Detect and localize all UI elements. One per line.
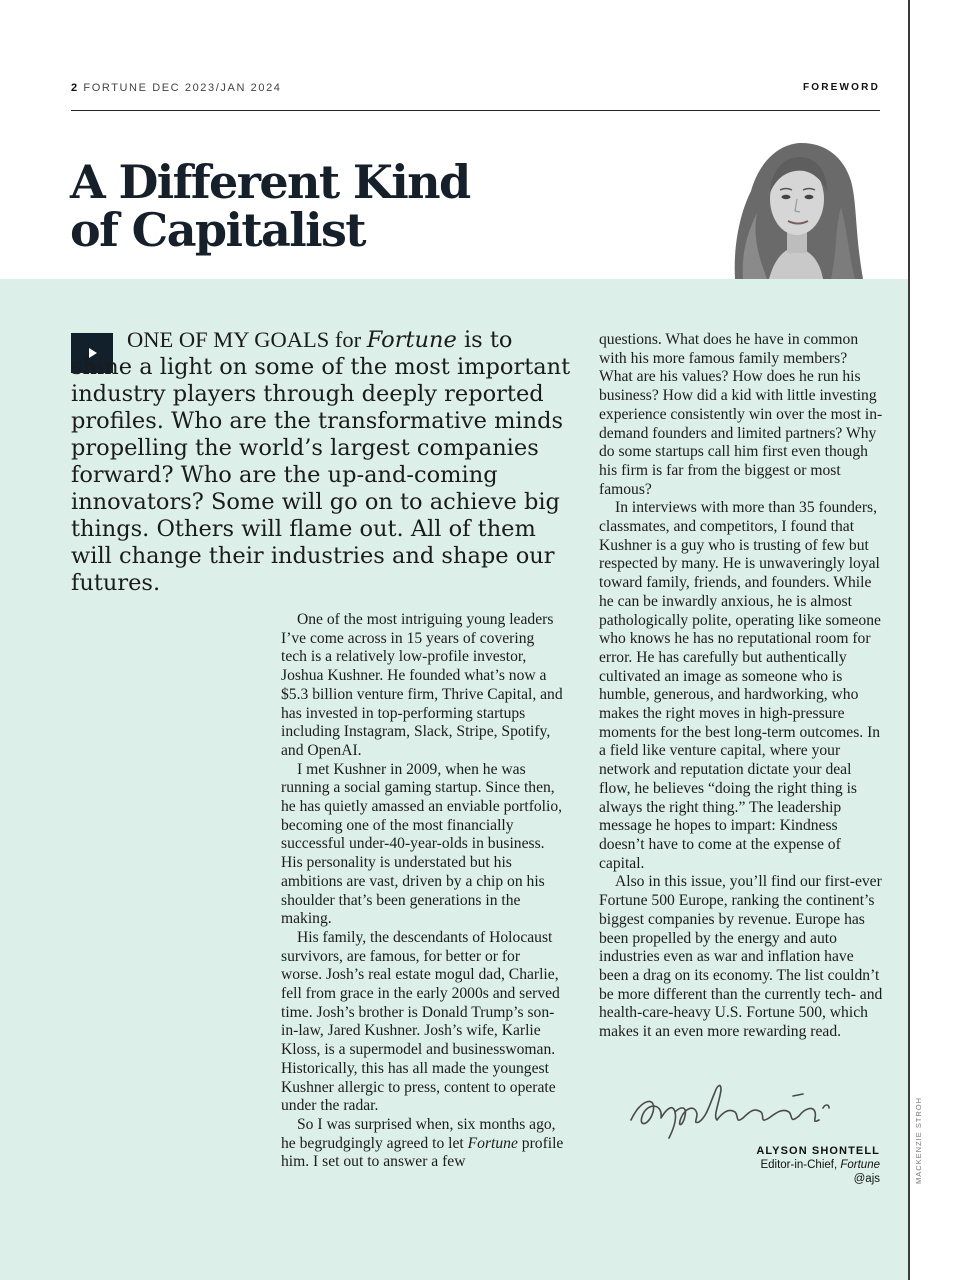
body-paragraph-5: In interviews with more than 35 founders, classmates, and competitors, I found that Kushner is a guy who is trusting of few but respected by many. He is unwaveringly loyal toward family, friends, and founders. While he can be inwardly anxious, he is almost pathologically polite, operating like someone who knows he has no reputational room for error. He has carefully but authentically cultivated an image as someone who is humble, generous, and hardworking, who makes the right moves in high-pressure moments for the best long-term outcomes. In a field like venture capital, where your network and reputation dictate your deal flow, he believes “doing the right thing is always the right thing.” The leadership message he hopes to impart: Kindness doesn’t have to come at the expense of capital. xyxy=(599,499,881,872)
headline-line-1: A Different Kind xyxy=(70,155,470,209)
body-paragraph-4-end: profile him. I set out to answer a few xyxy=(281,1134,564,1171)
author-title-prefix: Editor-in-Chief, xyxy=(760,1159,841,1171)
headline xyxy=(70,155,470,257)
body-paragraph-3: His family, the descendants of Holocaust survivors, are famous, for better or for worse. Josh’s real estate mogul dad, Charlie, fell from grace in the early 2000s and served time. Josh’s brother is Donald Trump’s son-in-law, Jared Kushner. Josh’s wife, Karlie Kloss, is a supermodel and businesswoman. Historically, this has all made the youngest Kushner allergic to press, content to operate under the radar. xyxy=(281,928,560,1115)
lede-lead-in: ONE OF MY GOALS for xyxy=(127,327,367,352)
header-rule xyxy=(71,110,880,111)
author-title-italic: Fortune xyxy=(840,1159,880,1171)
body-paragraph-4 xyxy=(281,1116,564,1172)
photo-credit: MACKENZIE STROH xyxy=(914,1096,923,1184)
body-paragraph-4-start: So I was surprised when, six months ago, he begrudgingly agreed to let xyxy=(281,1115,556,1152)
author-handle: @ajs xyxy=(853,1173,880,1185)
author-title xyxy=(760,1159,880,1171)
body-column-left xyxy=(281,611,564,1172)
lede-text: is to shine a light on some of the most important industry players through deeply reported profiles. Who are the transformative minds propelling the world’s largest companies forward? Who are the up-and-coming innovators? Some will go on to achieve big things. Others will flame out. All of them will change their industries and shape our futures. xyxy=(71,327,571,596)
section-label: FOREWORD xyxy=(802,82,880,93)
lede-paragraph xyxy=(71,326,571,597)
body-paragraph-4-continued: questions. What does he have in common with his more famous family members? What are his values? How does he run his business? How did a kid with little investing experience consistently win over the most in-demand founders and limited partners? Why do some startups call him first even though his firm is far from the biggest or most famous? xyxy=(599,331,883,498)
photo-credit-box xyxy=(914,1098,928,1188)
author-name: ALYSON SHONTELL xyxy=(756,1145,880,1157)
page-edge-rule xyxy=(908,0,910,1280)
page-number: 2 xyxy=(71,82,79,94)
folio xyxy=(71,82,282,94)
body-paragraph-4-italic: Fortune xyxy=(467,1134,518,1152)
lede-italic-title: Fortune xyxy=(366,327,457,353)
body-paragraph-2: I met Kushner in 2009, when he was running a social gaming startup. Since then, he has quietly amassed an enviable portfolio, becoming one of the most financially successful under-40-year-olds in business. His personality is understated but his ambitions are vast, driven by a chip on his shoulder that’s been generations in the making. xyxy=(281,760,563,928)
headline-line-2: of Capitalist xyxy=(70,203,365,257)
publication-line: FORTUNE DEC 2023/JAN 2024 xyxy=(83,82,282,94)
body-column-right xyxy=(599,331,884,1042)
body-paragraph-6: Also in this issue, you’ll find our first-ever Fortune 500 Europe, ranking the continent’s biggest companies by revenue. Europe has been propelled by the energy and auto industries even as war and inflation have been a drag on its economy. The list couldn’t be more different than the currently tech- and health-care-heavy U.S. Fortune 500, which makes it an even more rewarding read. xyxy=(599,873,883,1041)
handwritten-signature xyxy=(623,1068,838,1140)
body-paragraph-1: One of the most intriguing young leaders I’ve come across in 15 years of covering tech is a relatively low-profile investor, Joshua Kushner. He founded what’s now a $5.3 billion venture firm, Thrive Capital, and has invested in top-performing startups including Instagram, Slack, Stripe, Spotify, and OpenAI. xyxy=(281,611,563,759)
author-portrait xyxy=(723,133,868,279)
